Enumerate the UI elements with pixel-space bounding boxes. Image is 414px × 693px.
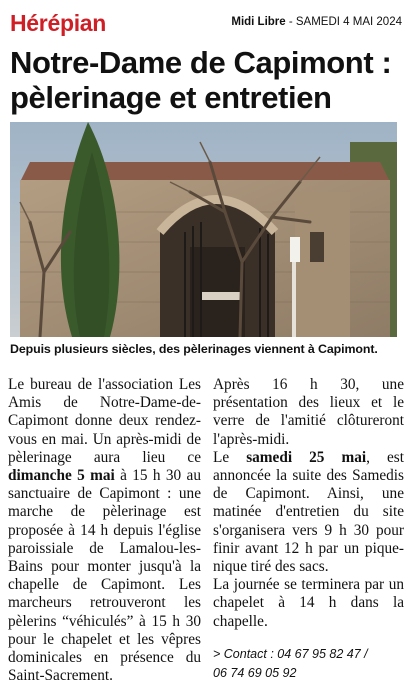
- contact-line-1: > Contact : 04 67 95 82 47 /: [213, 646, 368, 661]
- paragraph: La journée se terminera par un chapelet à 14 h dans la chapelle.: [213, 576, 404, 630]
- chapel-photo: [10, 122, 397, 337]
- contact-info: [213, 645, 404, 683]
- text-run: Le: [213, 448, 247, 466]
- paragraph: [8, 376, 201, 685]
- newspaper-name: Midi Libre: [231, 16, 286, 28]
- article-headline: [10, 45, 406, 115]
- article-column-1: [8, 376, 201, 685]
- article-column-2: [213, 376, 404, 683]
- headline-line-2: pèlerinage et entretien: [10, 80, 332, 115]
- source-dateline: [231, 16, 402, 28]
- contact-line-2: 06 74 69 05 92: [213, 665, 297, 680]
- paragraph: [213, 449, 404, 576]
- publication-date: - SAMEDI 4 MAI 2024: [285, 16, 402, 28]
- headline-line-1: Notre-Dame de Capimont :: [10, 45, 392, 80]
- text-run: Le bureau de l'association Les Amis de Notre-Dame-de-Capimont donne deux rendez-vous en mai. Un après-midi de pèlerinage aura lieu ce: [8, 376, 201, 466]
- text-run: , est annoncée la suite des Samedis de Capimont. Ainsi, une matinée d'entretien du site s'organisera vers 9 h 30 pour finir avant 12 h par un pique-nique tiré des sacs.: [213, 448, 404, 576]
- bold-date: dimanche 5 mai: [8, 467, 115, 485]
- chapel-illustration: [10, 122, 397, 337]
- paragraph: Après 16 h 30, une présentation des lieux et le verre de l'amitié clôtureront l'après-midi.: [213, 376, 404, 448]
- bold-date: samedi 25 mai: [246, 448, 367, 466]
- text-run: à 15 h 30 au sanctuaire de Capimont : une marche de pèlerinage est proposée à 14 h depuis l'église paroissiale de Lamalou-les-Bains pour monter jusqu'à la chapelle de Capimont. Les marcheurs retrouveront les pèlerins “véhiculés” à 15 h 30 pour le chapelet et les vêpres dominicales en présence du Saint-Sacrement.: [8, 467, 201, 685]
- section-kicker: Hérépian: [10, 10, 107, 36]
- photo-caption: Depuis plusieurs siècles, des pèlerinages viennent à Capimont.: [10, 342, 378, 356]
